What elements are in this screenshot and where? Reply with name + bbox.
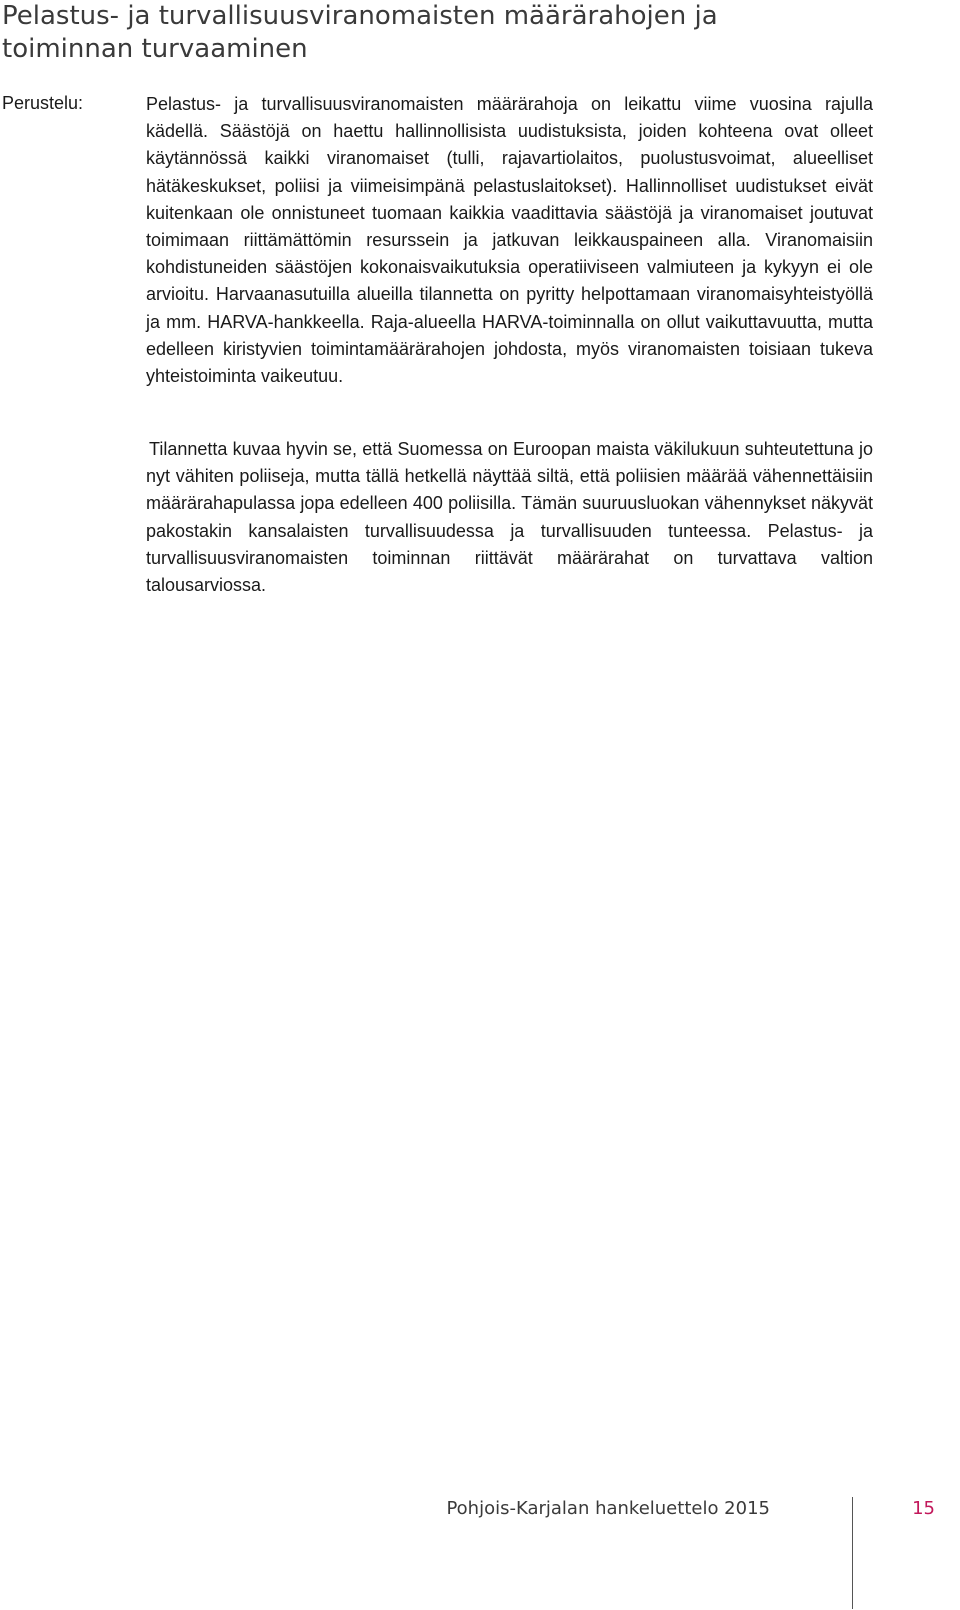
body-paragraph-2: Tilannetta kuvaa hyvin se, että Suomessa on Euroopan maista väkilukuun suhteutettuna jo nyt vähiten poliiseja, mutta tällä hetkellä näyttää siltä, että poliisien määrää vähennettäisiin määrärahapulassa jopa edelleen 400 poliisilla. Tämän suuruusluokan vähennykset näkyvät pakostakin kansalaisten turvallisuudessa ja turvallisuuden tunteessa. Pelastus- ja turvallisuusviranomaisten toiminnan riittävät määrärahat on turvattava valtion talousarviossa.: [146, 439, 873, 596]
page-heading: [2, 0, 902, 66]
rationale-label: Perustelu:: [2, 93, 84, 113]
heading-line-1: Pelastus- ja turvallisuusviranomaisten määrärahojen ja: [2, 1, 718, 31]
heading-line-2: toiminnan turvaaminen: [2, 34, 308, 64]
footer-divider: [852, 1497, 853, 1609]
body-paragraph-1: Pelastus- ja turvallisuusviranomaisten määrärahoja on leikattu viime vuosina rajulla kädellä. Säästöjä on haettu hallinnollisista uudistuksista, joiden kohteena ovat olleet käytännössä kaikki viranomaiset (tulli, rajavartiolaitos, puolustusvoimat, alueelliset hätäkeskukset, poliisi ja viimeisimpänä pelastuslaitokset). Hallinnolliset uudistukset eivät kuitenkaan ole onnistuneet tuomaan kaikkia vaadittavia säästöjä ja viranomaiset joutuvat toimimaan riittämättömin resurssein ja jatkuvan leikkauspaineen alla. Viranomaisiin kohdistuneiden säästöjen kokonaisvaikutuksia operatiiviseen valmiuteen ja kykyyn ei ole arvioitu. Harvaanasutuilla alueilla tilannetta on pyritty helpottamaan viranomaisyhteistyöllä ja mm. HARVA-hankkeella. Raja-alueella HARVA-toiminnalla on ollut vaikuttavuutta, mutta edelleen kiristyvien toimintamäärärahojen johdosta, myös viranomaisten toisiaan tukeva yhteistoiminta vaikeutuu.: [146, 94, 873, 387]
footer-publication-title: Pohjois-Karjalan hankeluettelo 2015: [446, 1498, 770, 1519]
page-number: 15: [912, 1498, 935, 1519]
